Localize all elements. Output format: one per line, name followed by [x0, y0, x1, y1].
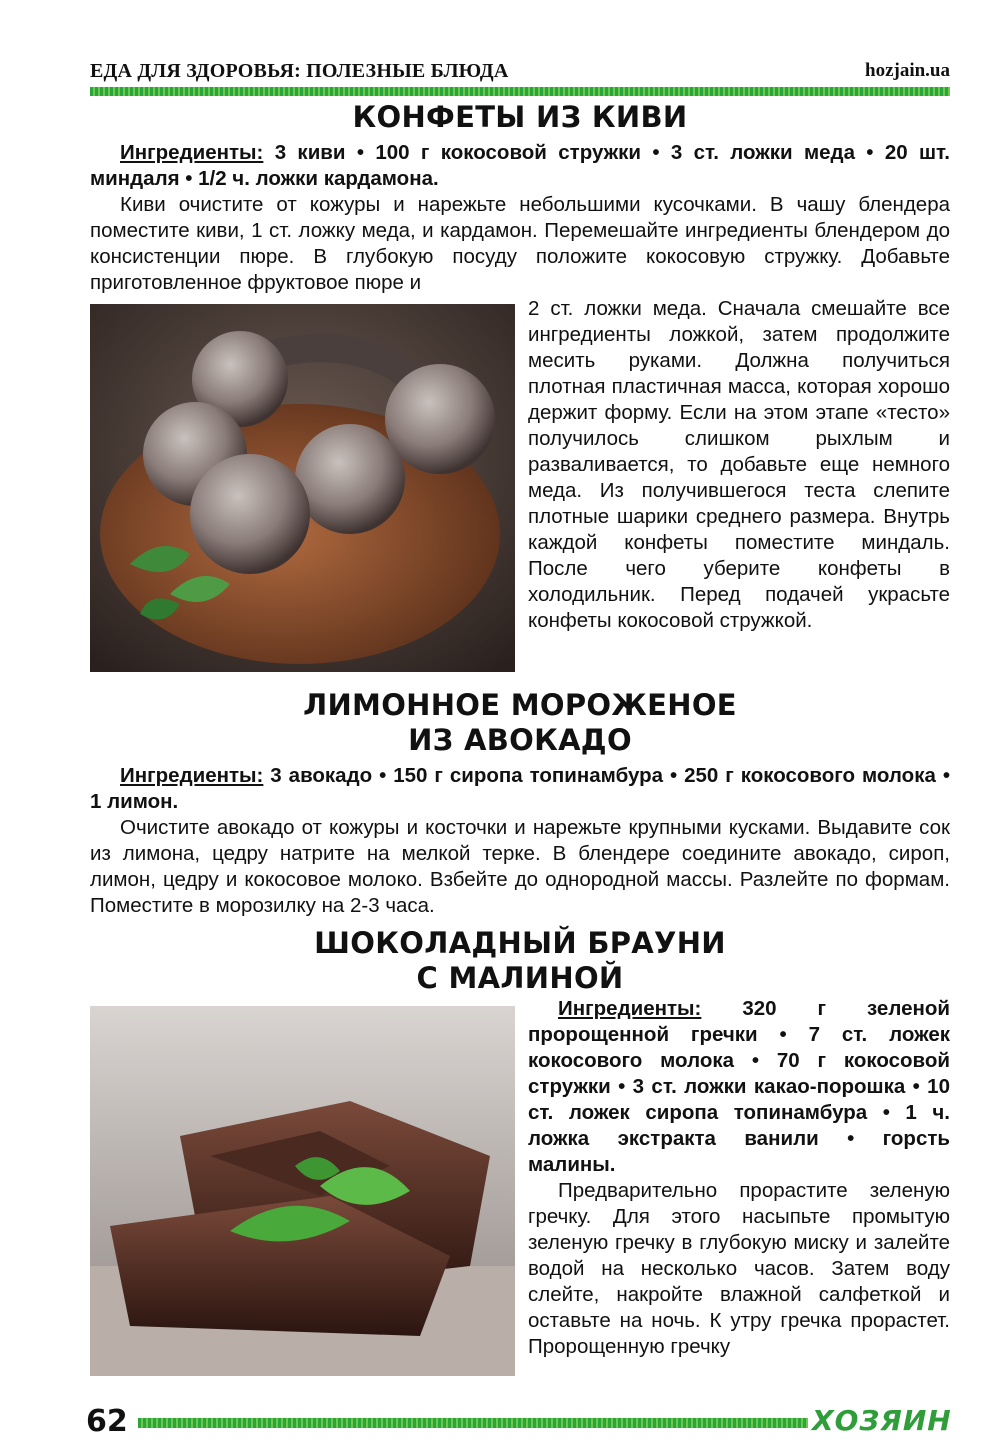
kiwi-candies-illustration [90, 304, 515, 672]
recipe1-ingredients-text: 3 киви • 100 г кокосовой стружки • 3 ст. ложки меда • 20 шт. миндаля • 1/2 ч. ложки кардамона. [90, 141, 950, 190]
recipe3-ingredients-text: 320 г зеленой пророщенной гречки • 7 ст. ложек кокосового молока • 70 г кокосовой стружки • 3 ст. ложки какао-порошка • 10 ст. ложек сиропа топинамбура • 1 ч. ложка экстракта ванили • горсть малины. [528, 997, 950, 1176]
recipe2-ingredients-label: Ингредиенты: [120, 764, 264, 787]
recipe1-text-side: 2 ст. ложки меда. Сначала смешайте все ингредиенты ложкой, затем продолжите месить руками. Должна получиться плотная пластичная масса, которая хорошо держит форму. Если на этом этапе «тесто» получилось слишком рыхлым и разваливается, то добавьте еще немного меда. Из получившегося теста слепите плотные шарики среднего размера. Внутрь каждой конфеты поместите миндаль. После чего уберите конфеты в холодильник. Перед подачей украсьте конфеты кокосовой стружкой. [528, 297, 950, 632]
recipe2-ingredients-text: 3 авокадо • 150 г сиропа топинамбура • 250 г кокосового молока • 1 лимон. [90, 764, 950, 813]
page-header [90, 58, 950, 90]
brownie-photo [90, 1006, 515, 1376]
recipe1-title: КОНФЕТЫ ИЗ КИВИ [352, 100, 688, 134]
site-url[interactable]: hozjain.ua [865, 60, 950, 81]
recipe3-text: Предварительно прорастите зеленую гречку. Для этого насыпьте промытую зеленую гречку в глубокую миску и залейте водой на несколько часов. Затем воду слейте, накройте влажной салфеткой и оставьте на ночь. К утру гречка прорастет. Пророщенную гречку [528, 1179, 950, 1358]
recipe2-text: Очистите авокадо от кожуры и косточки и нарежьте крупными кусками. Выдавите сок из лимона, цедру натрите на мелкой терке. В блендере соедините авокадо, сироп, лимон, цедру и кокосовое молоко. Взбейте до однородной массы. Разлейте по формам. Поместите в морозилку на 2-3 часа. [90, 816, 950, 917]
kiwi-candies-photo [90, 304, 515, 672]
recipe3-title-line2: С МАЛИНОЙ [416, 961, 624, 995]
page-number: 62 [86, 1404, 128, 1439]
footer-divider [138, 1418, 808, 1428]
recipe1-ingredients-label: Ингредиенты: [120, 141, 264, 164]
magazine-brand-logo: ХОЗЯИН [812, 1404, 952, 1437]
recipe3-ingredients-label: Ингредиенты: [558, 997, 702, 1020]
brownie-illustration [90, 1006, 515, 1376]
recipe1-ingredients [90, 140, 950, 192]
recipe2-ingredients [90, 763, 950, 815]
recipe3-ingredients [528, 996, 950, 1178]
header-divider [90, 87, 950, 96]
recipe3-title-line1: ШОКОЛАДНЫЙ БРАУНИ [314, 926, 726, 960]
recipe2-title-line1: ЛИМОННОЕ МОРОЖЕНОЕ [303, 688, 737, 722]
section-title: ЕДА ДЛЯ ЗДОРОВЬЯ: ПОЛЕЗНЫЕ БЛЮДА [90, 60, 509, 82]
recipe1-text-top: Киви очистите от кожуры и нарежьте небольшими кусочками. В чашу блендера поместите киви, 1 ст. ложку меда, и кардамон. Перемешайте ингредиенты блендером до консистенции пюре. В глубокую посуду положите кокосовую стружку. Добавьте приготовленное фруктовое пюре и [90, 193, 950, 294]
recipe2-title-line2: ИЗ АВОКАДО [408, 723, 632, 757]
